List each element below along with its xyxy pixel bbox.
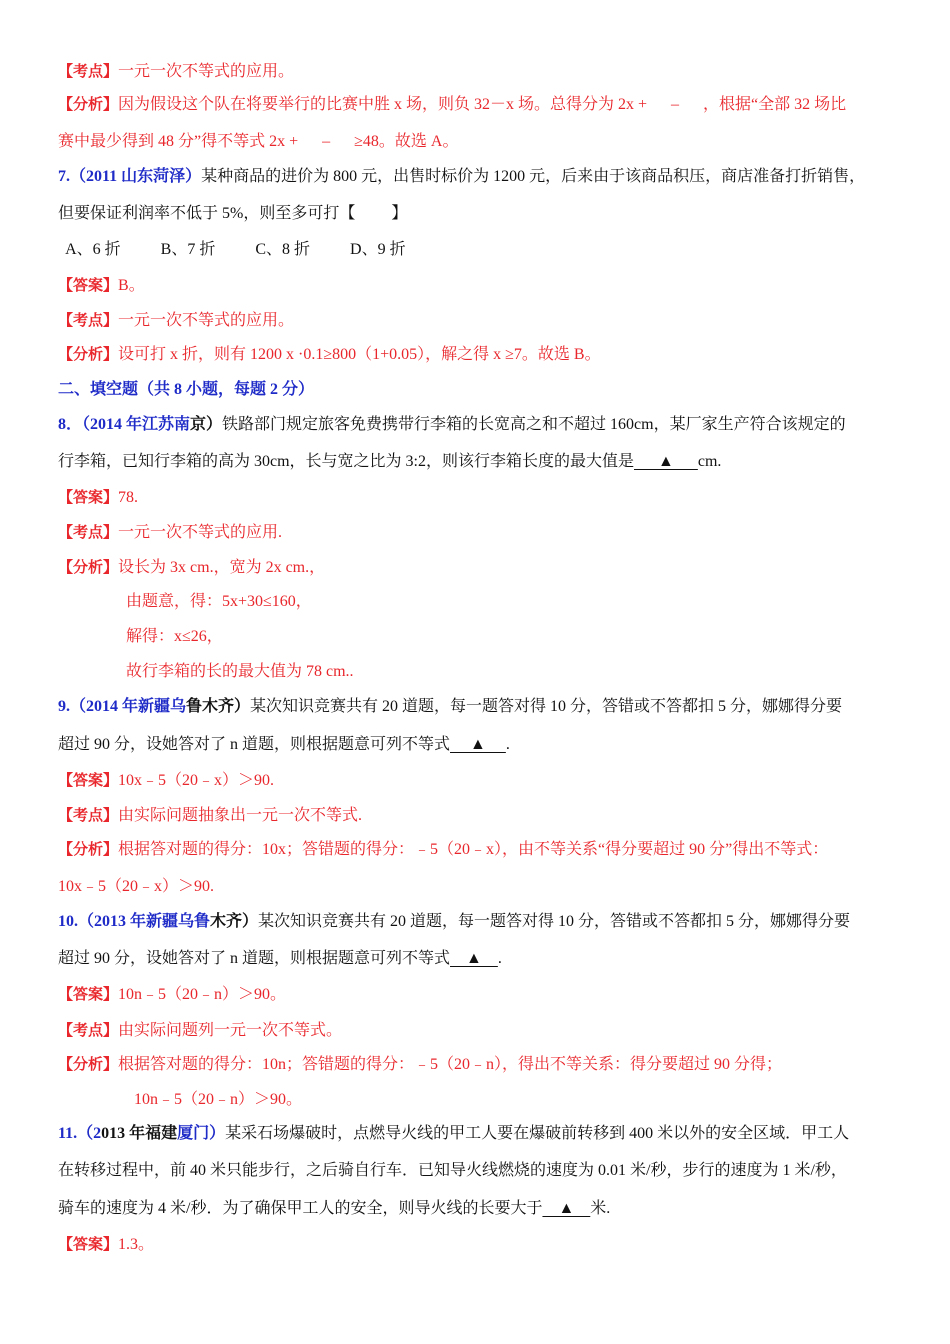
text-segment: 赛中最少得到 48 分”得不等式 2x + – ≥48。故选 A。 xyxy=(58,133,459,150)
answer-blank: ▲ xyxy=(450,950,498,967)
text-segment: 设可打 x 折，则有 1200 x ·0.1≥800（1+0.05），解之得 x ≥7。故选 B。 xyxy=(118,346,601,363)
text-segment: B。 xyxy=(118,277,145,294)
text-segment: 根据答对题的得分：10n；答错题的得分：﹣5（20﹣n），得出不等关系：得分要超过 90 分得； xyxy=(118,1056,783,1073)
text-line xyxy=(58,1124,849,1144)
text-segment: . xyxy=(497,950,502,967)
text-segment: 10n﹣5（20﹣n）＞90。 xyxy=(134,1091,303,1108)
text-line xyxy=(58,380,314,400)
question-source: 7.（2011 山东菏泽） xyxy=(58,168,202,185)
text-segment: 超过 90 分，设她答对了 n 道题，则根据题意可列不等式 xyxy=(58,736,451,753)
text-line xyxy=(58,167,865,187)
section-label: 【答案】 xyxy=(58,1235,119,1253)
text-segment: 某次知识竞赛共有 20 道题，每一题答对得 10 分，答错或不答都扣 5 分，娜娜得分要 xyxy=(258,913,851,930)
text-segment: 78. xyxy=(118,489,139,506)
text-line xyxy=(126,662,354,682)
text-segment: 铁路部门规定旅客免费携带行李箱的长宽高之和不超过 160cm，某厂家生产符合该规定的 xyxy=(222,416,846,433)
text-line xyxy=(126,627,223,647)
section-label: 【考点】 xyxy=(58,62,119,80)
text-line xyxy=(58,1054,782,1075)
text-segment: 某采石场爆破时，点燃导火线的甲工人要在爆破前转移到 400 米以外的安全区域．甲工人 xyxy=(225,1125,850,1142)
text-line xyxy=(58,1161,847,1181)
text-line xyxy=(58,487,138,508)
question-source: 鲁木齐） xyxy=(186,698,251,715)
text-line xyxy=(58,1020,342,1041)
question-source: 京） xyxy=(190,416,223,433)
text-segment: 由实际问题抽象出一元一次不等式. xyxy=(118,807,363,824)
text-segment: 10n﹣5（20﹣n）＞90。 xyxy=(118,986,287,1003)
text-line xyxy=(134,1090,302,1110)
text-line xyxy=(58,452,721,472)
question-source: 二、填空题（共 8 小题，每题 2 分） xyxy=(58,381,315,398)
section-label: 【答案】 xyxy=(58,985,119,1003)
section-label: 【分析】 xyxy=(58,1055,119,1073)
text-line xyxy=(58,1234,154,1255)
text-segment: 由题意，得：5x+30≤160， xyxy=(126,593,312,610)
text-line xyxy=(58,949,502,969)
section-label: 【考点】 xyxy=(58,311,119,329)
text-segment: 米. xyxy=(590,1200,611,1217)
text-line xyxy=(58,310,294,331)
answer-blank: ▲ xyxy=(450,736,506,753)
answer-blank: ▲ xyxy=(634,453,698,470)
section-label: 【分析】 xyxy=(58,558,119,576)
text-line xyxy=(58,344,601,365)
text-line xyxy=(58,415,846,435)
text-line xyxy=(58,557,325,578)
text-line xyxy=(58,204,407,224)
text-segment: 故行李箱的长的最大值为 78 cm.. xyxy=(126,663,354,680)
text-segment: 超过 90 分，设她答对了 n 道题，则根据题意可列不等式 xyxy=(58,950,451,967)
text-segment: 10x﹣5（20﹣x）＞90. xyxy=(58,878,215,895)
text-line xyxy=(58,877,214,897)
text-line xyxy=(58,839,828,860)
text-line xyxy=(58,275,145,296)
section-label: 【考点】 xyxy=(58,806,119,824)
text-segment: 某次知识竞赛共有 20 道题，每一题答对得 10 分，答错或不答都扣 5 分，娜娜得分要 xyxy=(250,698,843,715)
section-label: 【答案】 xyxy=(58,276,119,294)
text-segment: 一元一次不等式的应用。 xyxy=(118,312,295,329)
text-segment: 解得：x≤26， xyxy=(126,628,223,645)
text-segment: 一元一次不等式的应用。 xyxy=(118,63,295,80)
question-source: 11.（2 xyxy=(58,1125,102,1142)
text-line xyxy=(126,592,312,612)
text-line xyxy=(58,240,406,260)
question-source: 013 年福建 xyxy=(101,1125,178,1142)
text-segment: A、6 折 B、7 折 C、8 折 D、9 折 xyxy=(58,241,406,258)
text-segment: 某种商品的进价为 800 元，出售时标价为 1200 元，后来由于该商品积压，商店准备打折销售， xyxy=(201,168,866,185)
section-label: 【答案】 xyxy=(58,771,119,789)
text-segment: 但要保证利润率不低于 5%，则至多可打【 】 xyxy=(58,205,408,222)
text-line xyxy=(58,912,850,932)
text-segment: 骑车的速度为 4 米/秒．为了确保甲工人的安全，则导火线的长要大于 xyxy=(58,1200,543,1217)
text-line xyxy=(58,770,274,791)
text-segment: 一元一次不等式的应用. xyxy=(118,524,283,541)
section-label: 【分析】 xyxy=(58,840,119,858)
text-line xyxy=(58,94,846,115)
text-line xyxy=(58,132,458,152)
text-segment: 由实际问题列一元一次不等式。 xyxy=(118,1022,343,1039)
text-line xyxy=(58,1199,610,1219)
text-segment: 1.3。 xyxy=(118,1236,155,1253)
text-line xyxy=(58,735,510,755)
question-source: 9.（2014 年新疆乌 xyxy=(58,698,187,715)
question-source: 厦门） xyxy=(177,1125,226,1142)
section-label: 【考点】 xyxy=(58,1021,119,1039)
text-line xyxy=(58,522,282,543)
text-segment: 10x﹣5（20﹣x）＞90. xyxy=(118,772,275,789)
question-source: 木齐） xyxy=(210,913,259,930)
question-source: 10.（2013 年新疆乌鲁 xyxy=(58,913,211,930)
text-line xyxy=(58,805,362,826)
text-line xyxy=(58,984,286,1005)
text-segment: . xyxy=(505,736,510,753)
text-segment: 因为假设这个队在将要举行的比赛中胜 x 场，则负 32－x 场。总得分为 2x + – ，根据“全部 32 场比 xyxy=(118,96,847,113)
section-label: 【答案】 xyxy=(58,488,119,506)
text-segment: 设长为 3x cm.，宽为 2x cm.， xyxy=(118,559,326,576)
text-segment: 根据答对题的得分：10x；答错题的得分：﹣5（20﹣x），由不等关系“得分要超过 90 分”得出不等式： xyxy=(118,841,829,858)
answer-blank: ▲ xyxy=(542,1200,591,1217)
text-segment: cm. xyxy=(697,453,722,470)
question-source: 8．（2014 年江苏南 xyxy=(58,416,191,433)
section-label: 【分析】 xyxy=(58,95,119,113)
text-line xyxy=(58,61,294,82)
text-segment: 在转移过程中，前 40 米只能步行，之后骑自行车．已知导火线燃烧的速度为 0.01 米/秒，步行的速度为 1 米/秒， xyxy=(58,1162,847,1179)
text-line xyxy=(58,697,842,717)
section-label: 【分析】 xyxy=(58,345,119,363)
text-segment: 行李箱，已知行李箱的高为 30cm，长与宽之比为 3:2，则该行李箱长度的最大值是 xyxy=(58,453,634,470)
section-label: 【考点】 xyxy=(58,523,119,541)
